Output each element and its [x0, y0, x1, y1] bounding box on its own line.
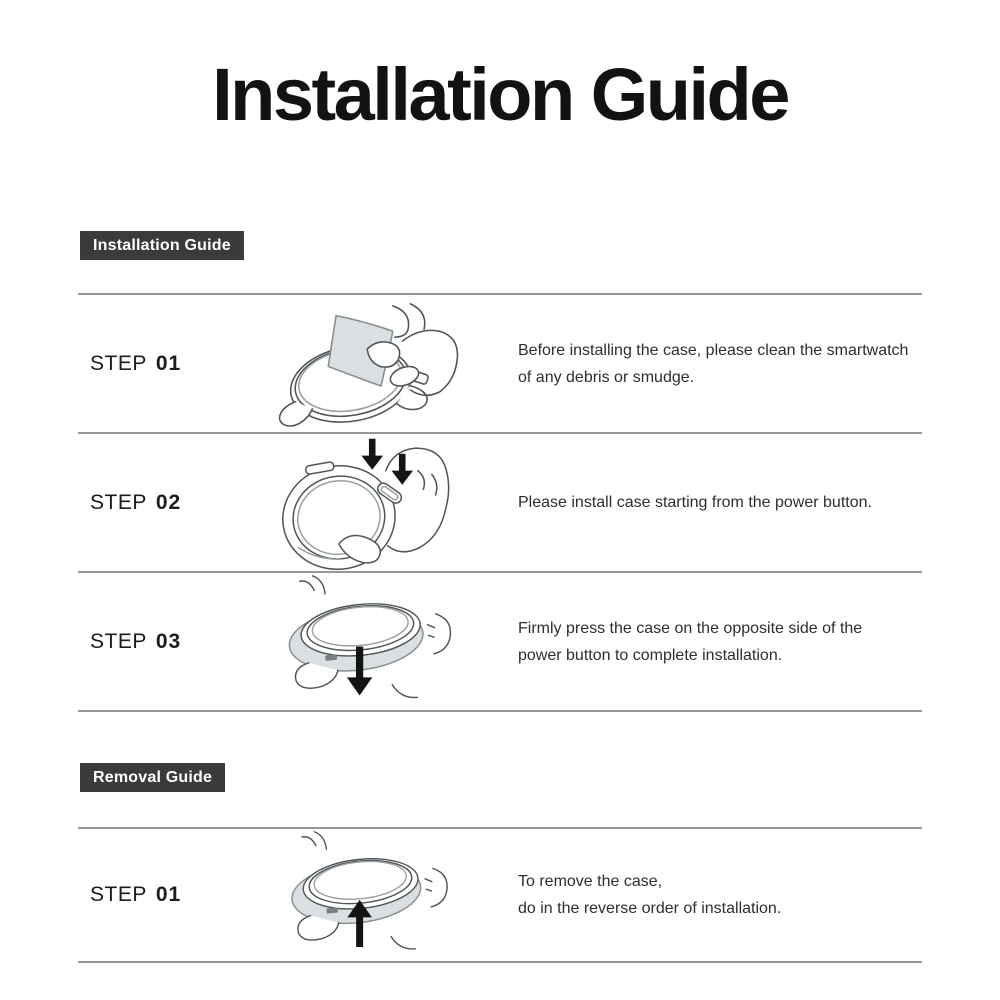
step-label	[78, 491, 230, 515]
step-number: 03	[155, 629, 182, 653]
installation-steps	[78, 293, 922, 712]
remove-case-icon	[248, 830, 473, 961]
step-word: STEP	[90, 883, 147, 906]
install-case-illustration	[230, 435, 490, 571]
press-case-illustration	[230, 574, 490, 710]
removal-steps	[78, 827, 922, 963]
step-label	[78, 630, 230, 654]
clean-smartwatch-illustration	[230, 298, 490, 430]
description-line: Please install case starting from the power button.	[518, 494, 872, 511]
description-line: of any debris or smudge.	[518, 368, 695, 386]
clean-smartwatch-icon	[248, 298, 473, 430]
installation-guide-badge: Installation Guide	[80, 231, 244, 260]
step-row-removal-01	[78, 827, 922, 961]
remove-case-illustration	[230, 830, 490, 961]
step-description	[490, 337, 922, 391]
page-title: Installation Guide	[212, 53, 788, 136]
install-case-icon	[248, 435, 473, 571]
description-line: power button to complete installation.	[518, 646, 783, 664]
description-line: Firmly press the case on the opposite side of the	[518, 619, 863, 637]
step-word: STEP	[90, 629, 147, 653]
step-word: STEP	[90, 490, 147, 514]
description-line: do in the reverse order of installation.	[518, 900, 782, 917]
description-line: To remove the case,	[518, 873, 663, 890]
step-number: 02	[155, 490, 182, 514]
step-row-install-01	[78, 293, 922, 432]
step-row-install-03	[78, 571, 922, 710]
step-word: STEP	[90, 351, 147, 375]
step-row-install-02	[78, 432, 922, 571]
description-line: Before installing the case, please clean the smartwatch	[518, 341, 909, 359]
step-description	[490, 489, 922, 516]
press-case-icon	[248, 574, 473, 710]
step-number: 01	[155, 351, 182, 375]
step-label	[78, 883, 230, 907]
removal-guide-badge: Removal Guide	[80, 763, 225, 792]
step-label	[78, 352, 230, 376]
step-number: 01	[155, 883, 182, 906]
step-description	[490, 615, 922, 669]
step-description	[490, 868, 922, 922]
